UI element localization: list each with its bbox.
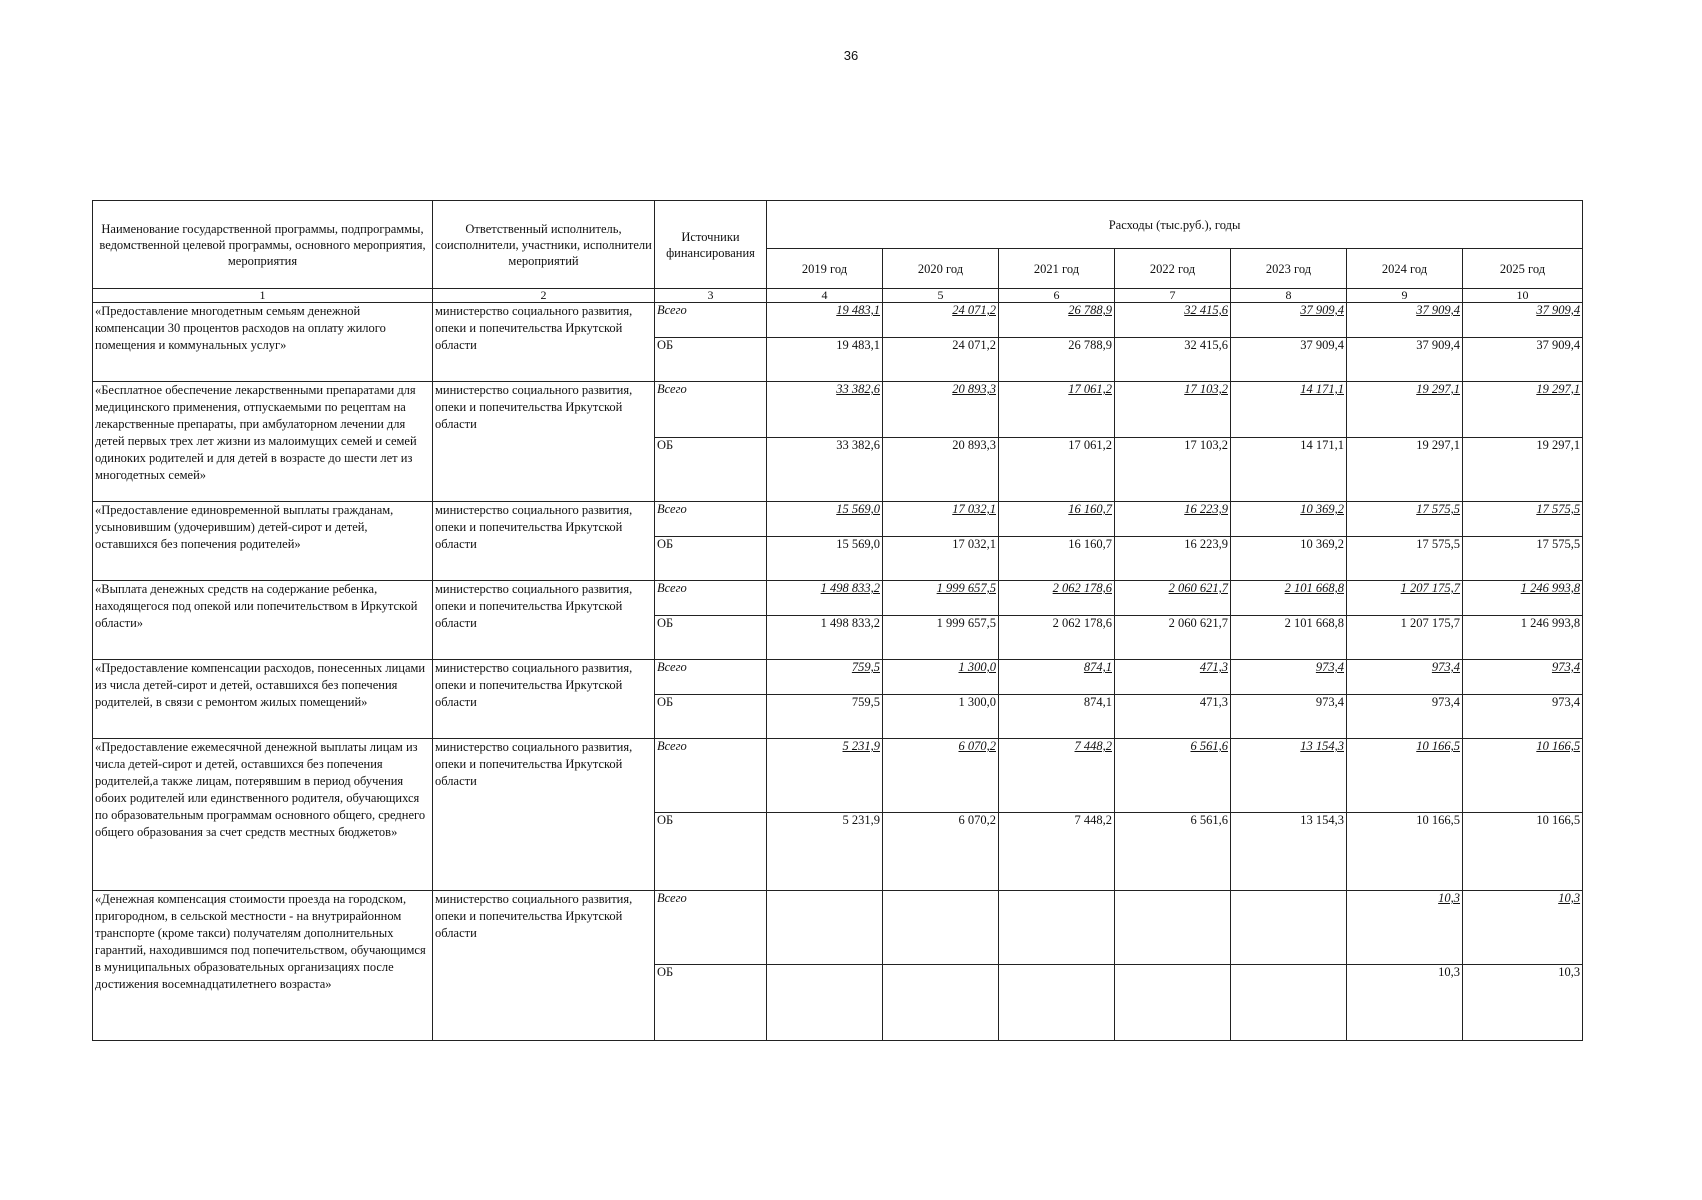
table-row — [93, 660, 1583, 695]
responsible-executor: министерство социального развития, опеки и попечительства Иркутской области — [433, 502, 655, 581]
responsible-executor: министерство социального развития, опеки и попечительства Иркутской области — [433, 303, 655, 382]
header-year: 2022 год — [1115, 249, 1231, 289]
source-ob-label: ОБ — [655, 813, 767, 891]
table-row — [93, 739, 1583, 813]
source-ob-label: ОБ — [655, 695, 767, 739]
ob-value: 32 415,6 — [1115, 338, 1231, 382]
ob-value: 19 297,1 — [1463, 438, 1583, 502]
responsible-executor: министерство социального развития, опеки и попечительства Иркутской области — [433, 891, 655, 1041]
total-value: 1 207 175,7 — [1347, 581, 1463, 616]
ob-value: 1 207 175,7 — [1347, 616, 1463, 660]
source-total-label: Всего — [655, 891, 767, 965]
column-number: 3 — [655, 289, 767, 303]
total-value: 1 246 993,8 — [1463, 581, 1583, 616]
ob-value: 17 575,5 — [1463, 537, 1583, 581]
ob-value: 17 575,5 — [1347, 537, 1463, 581]
ob-value: 973,4 — [1231, 695, 1347, 739]
column-number: 4 — [767, 289, 883, 303]
ob-value: 20 893,3 — [883, 438, 999, 502]
ob-value: 17 061,2 — [999, 438, 1115, 502]
source-total-label: Всего — [655, 739, 767, 813]
ob-value: 2 101 668,8 — [1231, 616, 1347, 660]
ob-value: 26 788,9 — [999, 338, 1115, 382]
total-value: 1 300,0 — [883, 660, 999, 695]
responsible-executor: министерство социального развития, опеки и попечительства Иркутской области — [433, 739, 655, 891]
ob-value: 471,3 — [1115, 695, 1231, 739]
total-value: 2 062 178,6 — [999, 581, 1115, 616]
table-row — [93, 891, 1583, 965]
total-value: 10 369,2 — [1231, 502, 1347, 537]
measure-name: «Денежная компенсация стоимости проезда на городском, пригородном, в сельской местности - на внутрирайонном транспорте (кроме такси) получателям дополнительных гарантий, находившимся под попечительством, обучающимся в муниципальных образовательных организациях после достижения восемнадцатилетнего возраста» — [93, 891, 433, 1041]
ob-value: 14 171,1 — [1231, 438, 1347, 502]
column-number: 6 — [999, 289, 1115, 303]
total-value: 15 569,0 — [767, 502, 883, 537]
total-value: 1 498 833,2 — [767, 581, 883, 616]
ob-value: 17 103,2 — [1115, 438, 1231, 502]
ob-value: 10 369,2 — [1231, 537, 1347, 581]
total-value: 26 788,9 — [999, 303, 1115, 338]
total-value: 14 171,1 — [1231, 382, 1347, 438]
header-year: 2025 год — [1463, 249, 1583, 289]
responsible-executor: министерство социального развития, опеки и попечительства Иркутской области — [433, 581, 655, 660]
ob-value: 6 070,2 — [883, 813, 999, 891]
total-value: 17 032,1 — [883, 502, 999, 537]
ob-value: 16 160,7 — [999, 537, 1115, 581]
total-value: 20 893,3 — [883, 382, 999, 438]
ob-value — [999, 965, 1115, 1041]
header-year: 2020 год — [883, 249, 999, 289]
ob-value: 10,3 — [1347, 965, 1463, 1041]
total-value: 13 154,3 — [1231, 739, 1347, 813]
total-value — [767, 891, 883, 965]
ob-value: 10 166,5 — [1463, 813, 1583, 891]
total-value: 17 103,2 — [1115, 382, 1231, 438]
total-value: 19 297,1 — [1347, 382, 1463, 438]
total-value: 10 166,5 — [1347, 739, 1463, 813]
total-value: 16 223,9 — [1115, 502, 1231, 537]
total-value: 32 415,6 — [1115, 303, 1231, 338]
header-year: 2019 год — [767, 249, 883, 289]
ob-value: 759,5 — [767, 695, 883, 739]
responsible-executor: министерство социального развития, опеки и попечительства Иркутской области — [433, 660, 655, 739]
ob-value: 874,1 — [999, 695, 1115, 739]
total-value: 10,3 — [1463, 891, 1583, 965]
total-value — [1115, 891, 1231, 965]
total-value: 24 071,2 — [883, 303, 999, 338]
header-year: 2023 год — [1231, 249, 1347, 289]
ob-value: 10,3 — [1463, 965, 1583, 1041]
ob-value — [1115, 965, 1231, 1041]
source-ob-label: ОБ — [655, 616, 767, 660]
total-value: 6 070,2 — [883, 739, 999, 813]
total-value: 6 561,6 — [1115, 739, 1231, 813]
table-row — [93, 581, 1583, 616]
source-ob-label: ОБ — [655, 338, 767, 382]
column-number: 8 — [1231, 289, 1347, 303]
total-value: 471,3 — [1115, 660, 1231, 695]
source-total-label: Всего — [655, 303, 767, 338]
measure-name: «Предоставление многодетным семьям денежной компенсации 30 процентов расходов на оплату жилого помещения и коммунальных услуг» — [93, 303, 433, 382]
source-total-label: Всего — [655, 502, 767, 537]
table-row — [93, 303, 1583, 338]
ob-value: 1 246 993,8 — [1463, 616, 1583, 660]
ob-value: 7 448,2 — [999, 813, 1115, 891]
ob-value: 6 561,6 — [1115, 813, 1231, 891]
ob-value: 973,4 — [1347, 695, 1463, 739]
header-year: 2021 год — [999, 249, 1115, 289]
page-number: 36 — [843, 48, 859, 63]
total-value: 37 909,4 — [1463, 303, 1583, 338]
ob-value: 13 154,3 — [1231, 813, 1347, 891]
ob-value: 19 483,1 — [767, 338, 883, 382]
total-value: 759,5 — [767, 660, 883, 695]
ob-value — [767, 965, 883, 1041]
total-value: 33 382,6 — [767, 382, 883, 438]
total-value: 17 575,5 — [1463, 502, 1583, 537]
total-value: 874,1 — [999, 660, 1115, 695]
column-number: 7 — [1115, 289, 1231, 303]
measure-name: «Бесплатное обеспечение лекарственными препаратами для медицинского применения, отпускаемыми по рецептам на лекарственные препараты, при амбулаторном лечении для детей первых трех лет жизни из малоимущих семей и семей одиноких родителей и для детей в возрасте до шести лет из многодетных семей» — [93, 382, 433, 502]
column-number: 10 — [1463, 289, 1583, 303]
ob-value: 1 300,0 — [883, 695, 999, 739]
ob-value: 15 569,0 — [767, 537, 883, 581]
header-responsible: Ответственный исполнитель, соисполнители, участники, исполнители мероприятий — [433, 201, 655, 289]
total-value: 37 909,4 — [1231, 303, 1347, 338]
ob-value: 5 231,9 — [767, 813, 883, 891]
column-number: 9 — [1347, 289, 1463, 303]
column-number: 5 — [883, 289, 999, 303]
ob-value: 19 297,1 — [1347, 438, 1463, 502]
total-value: 19 483,1 — [767, 303, 883, 338]
header-name: Наименование государственной программы, подпрограммы, ведомственной целевой программы, основного мероприятия, мероприятия — [93, 201, 433, 289]
total-value: 973,4 — [1231, 660, 1347, 695]
ob-value: 37 909,4 — [1231, 338, 1347, 382]
ob-value: 16 223,9 — [1115, 537, 1231, 581]
ob-value: 37 909,4 — [1463, 338, 1583, 382]
ob-value: 33 382,6 — [767, 438, 883, 502]
table-row — [93, 502, 1583, 537]
ob-value: 2 062 178,6 — [999, 616, 1115, 660]
budget-table — [92, 200, 1583, 1041]
total-value: 10,3 — [1347, 891, 1463, 965]
column-number: 1 — [93, 289, 433, 303]
ob-value: 1 999 657,5 — [883, 616, 999, 660]
ob-value — [1231, 965, 1347, 1041]
column-number: 2 — [433, 289, 655, 303]
ob-value: 973,4 — [1463, 695, 1583, 739]
total-value — [883, 891, 999, 965]
ob-value: 37 909,4 — [1347, 338, 1463, 382]
total-value: 17 061,2 — [999, 382, 1115, 438]
total-value: 7 448,2 — [999, 739, 1115, 813]
total-value: 973,4 — [1463, 660, 1583, 695]
ob-value: 1 498 833,2 — [767, 616, 883, 660]
total-value: 5 231,9 — [767, 739, 883, 813]
source-total-label: Всего — [655, 382, 767, 438]
total-value: 2 101 668,8 — [1231, 581, 1347, 616]
ob-value: 17 032,1 — [883, 537, 999, 581]
source-ob-label: ОБ — [655, 438, 767, 502]
table-row — [93, 382, 1583, 438]
source-total-label: Всего — [655, 581, 767, 616]
measure-name: «Выплата денежных средств на содержание ребенка, находящегося под опекой или попечительством в Иркутской области» — [93, 581, 433, 660]
total-value: 17 575,5 — [1347, 502, 1463, 537]
source-total-label: Всего — [655, 660, 767, 695]
total-value: 10 166,5 — [1463, 739, 1583, 813]
measure-name: «Предоставление единовременной выплаты гражданам, усыновившим (удочерившим) детей-сирот и детей, оставшихся без попечения родителей» — [93, 502, 433, 581]
measure-name: «Предоставление компенсации расходов, понесенных лицами из числа детей-сирот и детей, оставшихся без попечения родителей, в связи с ремонтом жилых помещений» — [93, 660, 433, 739]
header-expenses: Расходы (тыс.руб.), годы — [767, 201, 1583, 249]
ob-value: 10 166,5 — [1347, 813, 1463, 891]
ob-value: 2 060 621,7 — [1115, 616, 1231, 660]
total-value — [999, 891, 1115, 965]
total-value: 1 999 657,5 — [883, 581, 999, 616]
total-value — [1231, 891, 1347, 965]
total-value: 19 297,1 — [1463, 382, 1583, 438]
total-value: 16 160,7 — [999, 502, 1115, 537]
total-value: 973,4 — [1347, 660, 1463, 695]
total-value: 2 060 621,7 — [1115, 581, 1231, 616]
responsible-executor: министерство социального развития, опеки и попечительства Иркутской области — [433, 382, 655, 502]
header-year: 2024 год — [1347, 249, 1463, 289]
header-source: Источники финансирования — [655, 201, 767, 289]
ob-value: 24 071,2 — [883, 338, 999, 382]
total-value: 37 909,4 — [1347, 303, 1463, 338]
ob-value — [883, 965, 999, 1041]
source-ob-label: ОБ — [655, 965, 767, 1041]
source-ob-label: ОБ — [655, 537, 767, 581]
measure-name: «Предоставление ежемесячной денежной выплаты лицам из числа детей-сирот и детей, оставшихся без попечения родителей,а также лицам, потерявшим в период обучения обоих родителей или единственного родителя, обучающихся по образовательным программам основного общего, среднего общего образования за счет средств местных бюджетов» — [93, 739, 433, 891]
